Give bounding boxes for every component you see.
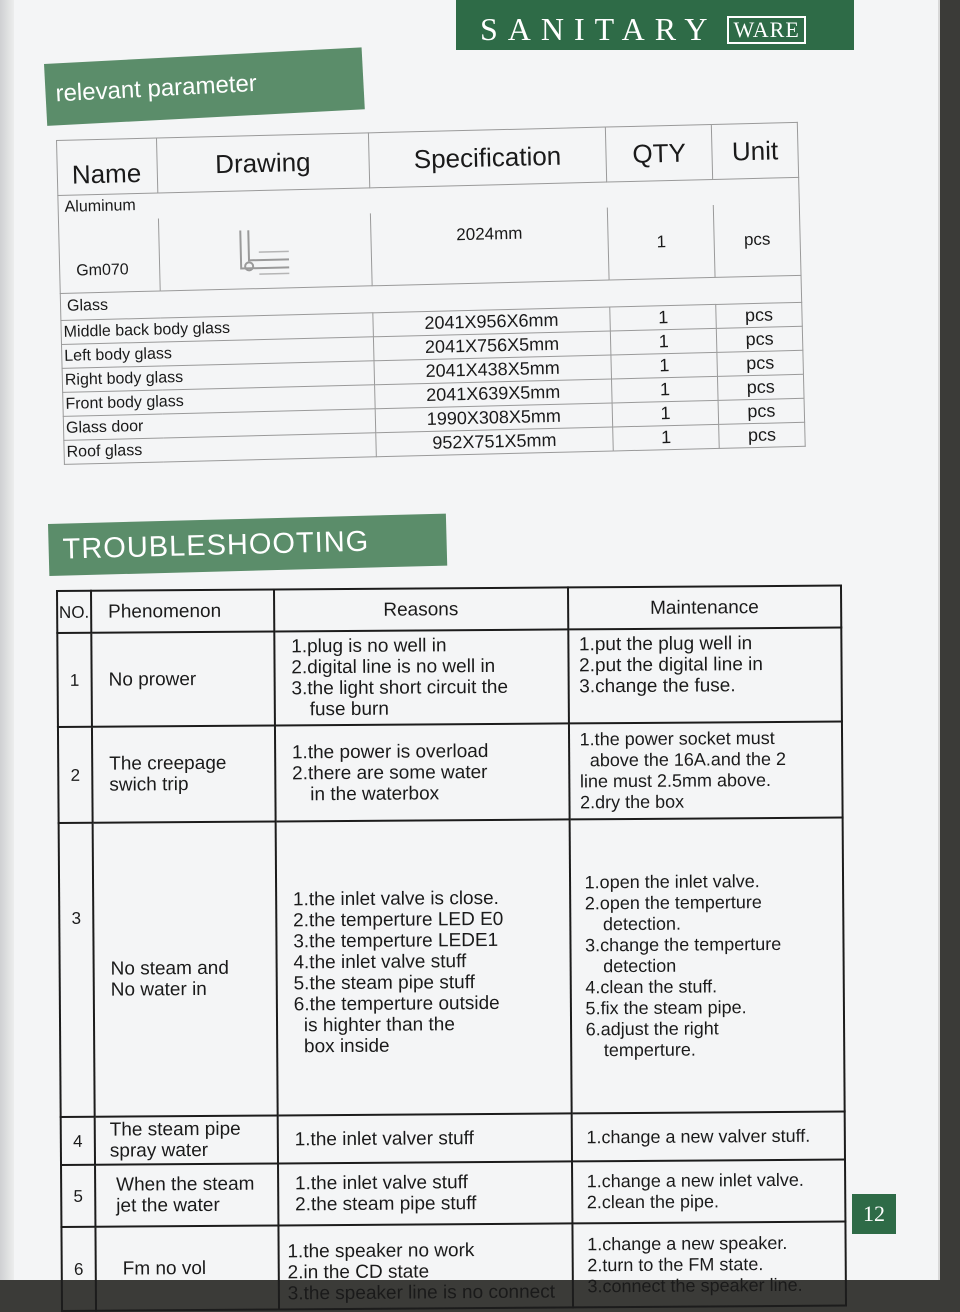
brand-header [456,0,854,50]
maintenance-line: 1.change a new inlet valve. [586,1169,804,1192]
maintenance-line: 2.put the digital line in [579,654,763,677]
parameter-table [56,122,806,465]
reason-line: 5.the steam pipe stuff [293,972,475,995]
reason-line: 1.the inlet valve stuff [294,1172,468,1195]
aluminum-group-label: Aluminum [58,177,799,220]
brand-boxed-text: WARE [727,16,805,44]
glass-group-label: Glass [60,275,801,320]
troubleshooting-section-title: TROUBLESHOOTING [48,514,447,576]
troubleshooting-row [59,818,845,1117]
row-maintenance [572,1160,846,1224]
reason-line: 2.the temperture LED E0 [293,908,504,932]
maintenance-line: 1.the power socket must [579,727,775,750]
maintenance-line: 1.put the plug well in [578,633,753,656]
row-maintenance [569,818,844,1114]
aluminum-unit: pcs [713,202,801,277]
row-phenomenon [95,1163,278,1226]
glass-name: Front body glass [63,385,375,417]
troubleshooting-row [61,1112,845,1165]
header-specification: Specification [368,127,607,188]
reason-line: 1.plug is no well in [291,635,447,658]
row-phenomenon [95,1115,278,1164]
row-reasons [278,1161,572,1225]
glass-name: Roof glass [64,433,376,465]
row-maintenance [572,1222,846,1308]
row-reasons [278,1223,572,1309]
phenomenon-line: No prower [108,668,197,691]
phenomenon-line: When the steam [116,1173,255,1196]
reason-line: 3.the speaker line is no connect [287,1281,556,1305]
maintenance-line: above the 16A.and the 2 [589,748,787,771]
maintenance-line: 6.adjust the right [585,1017,719,1039]
phenomenon-line: The creepage [109,752,227,775]
troubleshooting-table [56,585,847,1312]
glass-qty: 1 [611,328,717,355]
header-maintenance: Maintenance [568,586,842,630]
page-number: 12 [852,1194,896,1234]
maintenance-line: 3.change the temperture [584,933,782,955]
row-phenomenon [91,631,275,726]
glass-unit: pcs [717,350,803,376]
page-binding [0,0,14,1280]
header-qty: QTY [606,124,713,182]
row-no: 3 [59,823,95,1117]
maintenance-line: 3.connect the speaker line. [587,1274,803,1296]
reason-line: 2.digital line is no well in [291,655,496,679]
glass-unit: pcs [716,326,802,352]
maintenance-line: 5.fix the steam pipe. [585,996,747,1018]
header-drawing: Drawing [156,133,369,193]
brand-main-text: SANITARY [480,11,718,47]
reason-line: fuse burn [309,698,389,721]
phenomenon-line: Fm no vol [122,1257,207,1280]
glass-qty: 1 [613,424,719,451]
maintenance-line: temperture. [603,1039,696,1060]
reason-line: 3.the temperture LEDE1 [293,929,499,953]
row-maintenance [571,1112,845,1162]
phenomenon-line: No water in [110,978,207,1001]
glass-name: Right body glass [62,361,374,393]
glass-spec: 2041X639X5mm [374,379,612,409]
troubleshooting-row [58,722,843,823]
glass-unit: pcs [716,302,802,328]
glass-spec: 2041X956X6mm [372,307,610,337]
glass-qty: 1 [612,376,718,403]
glass-qty: 1 [611,352,717,379]
glass-unit: pcs [718,374,804,400]
reason-line: 2.in the CD state [287,1261,430,1284]
reason-line: 2.the steam pipe stuff [295,1193,477,1216]
troubleshooting-row [61,1160,845,1227]
phenomenon-line: swich trip [109,774,189,796]
reason-line: 2.there are some water [292,761,488,784]
row-no: 5 [61,1165,95,1227]
row-no: 2 [58,727,93,823]
phenomenon-line: jet the water [116,1194,220,1217]
troubleshooting-row [57,628,842,727]
reason-line: 1.the power is overload [291,740,489,763]
glass-name: Glass door [63,409,375,441]
header-no: NO. [57,591,91,633]
row-maintenance [569,722,843,820]
glass-name: Left body glass [61,337,373,369]
maintenance-line: 2.clean the pipe. [586,1191,720,1213]
glass-qty: 1 [610,304,716,331]
header-phenomenon: Phenomenon [91,589,274,632]
row-reasons [275,819,571,1115]
row-no: 1 [57,633,92,727]
aluminum-name: Gm070 [58,218,160,293]
reason-line: box inside [303,1035,390,1058]
aluminum-qty: 1 [608,204,716,280]
maintenance-line: detection [603,955,677,976]
maintenance-line: 1.change a new speaker. [587,1232,788,1254]
phenomenon-line: The steam pipe [109,1118,241,1141]
maintenance-line: line must 2.5mm above. [579,770,772,792]
maintenance-line: 1.change a new valver stuff. [586,1125,811,1147]
maintenance-line: 2.turn to the FM state. [587,1253,764,1275]
row-no: 6 [61,1227,96,1311]
aluminum-profile-icon [158,213,371,291]
header-unit: Unit [711,122,798,179]
maintenance-line: 3.change the fuse. [579,675,736,698]
glass-spec: 952X751X5mm [375,427,613,457]
maintenance-line: 2.dry the box [580,791,685,813]
phenomenon-line: No steam and [110,957,229,980]
reason-line: 3.the light short circuit the [291,676,509,700]
maintenance-line: 2.open the temperture [584,891,762,913]
aluminum-spec: 2024mm [370,207,609,286]
row-phenomenon [92,725,276,822]
parameter-section-title: relevant parameter [44,47,365,126]
troubleshooting-header-row [57,586,841,633]
maintenance-line: detection. [602,913,682,934]
row-reasons [277,1113,571,1163]
row-phenomenon [93,821,278,1116]
header-reasons: Reasons [274,587,568,631]
reason-line: 1.the speaker no work [287,1240,475,1263]
glass-spec: 2041X438X5mm [374,355,612,385]
row-reasons [275,723,569,821]
glass-qty: 1 [612,400,718,427]
row-no: 4 [61,1117,95,1165]
glass-name: Middle back body glass [61,313,373,345]
header-name: Name [57,138,158,195]
reason-line: 6.the temperture outside [293,992,500,1016]
row-phenomenon [95,1225,278,1310]
reason-line: 1.the inlet valve is close. [292,887,500,911]
reason-line: is highter than the [303,1014,455,1037]
glass-unit: pcs [718,398,804,424]
row-reasons [274,629,568,725]
phenomenon-line: spray water [109,1139,209,1162]
reason-line: 1.the inlet valver stuff [294,1127,474,1150]
maintenance-line: 4.clean the stuff. [585,975,718,997]
glass-unit: pcs [719,422,805,448]
glass-spec: 2041X756X5mm [373,331,611,361]
maintenance-line: 1.open the inlet valve. [584,870,760,892]
glass-spec: 1990X308X5mm [375,403,613,433]
reason-line: in the waterbox [310,782,440,805]
reason-line: 4.the inlet valve stuff [293,951,467,974]
row-maintenance [568,628,842,724]
troubleshooting-row [61,1222,846,1311]
